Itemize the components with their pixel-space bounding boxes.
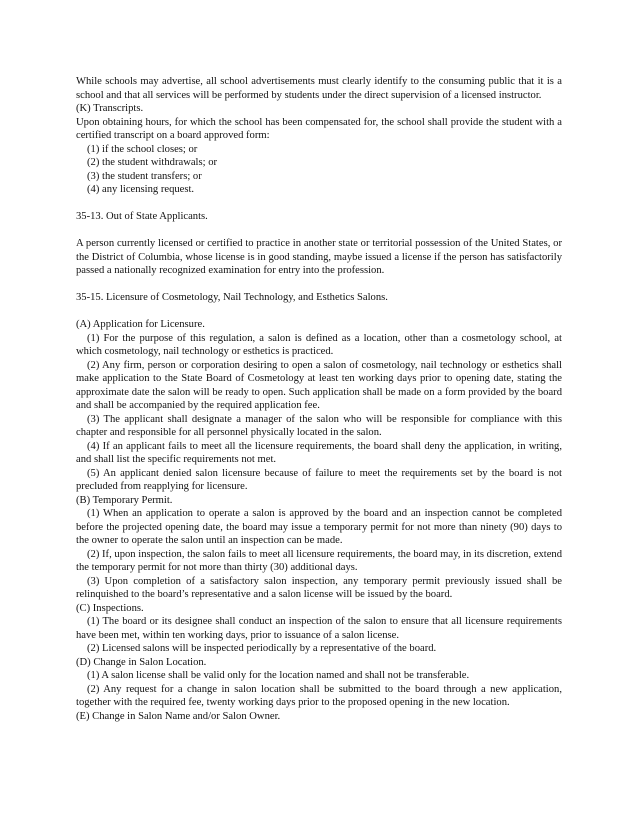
heading-change-name-owner: (E) Change in Salon Name and/or Salon Owner. bbox=[76, 710, 281, 722]
heading-temporary-permit: (B) Temporary Permit. bbox=[76, 494, 173, 506]
inspection-item: (1) The board or its designee shall conduct an inspection of the salon to ensure that all licensure requirements have been met, within ten working days, prior to issuance of a salon license. bbox=[76, 616, 562, 641]
location-item: (2) Any request for a change in salon location shall be submitted to the board through a new application, together with the required fee, twenty working days prior to the proposed opening in the new location. bbox=[76, 683, 562, 708]
permit-item: (2) If, upon inspection, the salon fails to meet all licensure requirements, the board may, in its discretion, extend the temporary permit for not more than thirty (30) additional days. bbox=[76, 548, 562, 573]
heading-transcripts: (K) Transcripts. bbox=[76, 103, 144, 114]
transcript-item: (2) the student withdrawals; or bbox=[87, 157, 218, 168]
transcript-item: (4) any licensing request. bbox=[87, 184, 195, 195]
heading-change-location: (D) Change in Salon Location. bbox=[76, 656, 207, 668]
permit-item: (1) When an application to operate a salon is approved by the board and an inspection cannot be completed before the projected opening date, the board may issue a temporary permit for not more than ninety (90) days to the owner to operate the salon until an inspection can be made. bbox=[76, 508, 562, 546]
heading-application: (A) Application for Licensure. bbox=[76, 319, 205, 330]
application-item: (1) For the purpose of this regulation, a salon is defined as a location, other than a cosmetology school, at which cosmetology, nail technology or esthetics is practiced. bbox=[76, 332, 562, 357]
paragraph-transcripts: Upon obtaining hours, for which the school has been compensated for, the school shall provide the student with a certified transcript on a board approved form: bbox=[76, 116, 562, 141]
application-item: (4) If an applicant fails to meet all the licensure requirements, the board shall deny the application, in writing, and shall list the specific requirements not met. bbox=[76, 440, 562, 465]
paragraph-out-of-state: A person currently licensed or certified to practice in another state or territorial possession of the United States, or the District of Columbia, whose license is in good standing, maybe issued a license if the person has satisfactorily passed a nationally recognized examination for entry into the profession. bbox=[76, 238, 562, 276]
section-heading-35-13: 35-13. Out of State Applicants. bbox=[76, 211, 208, 222]
location-item: (1) A salon license shall be valid only for the location named and shall not be transferable. bbox=[87, 670, 470, 681]
paragraph-advertising: While schools may advertise, all school advertisements must clearly identify to the consuming public that it is a school and that all services will be performed by students under the direct supervision of a licensed instructor. bbox=[76, 76, 562, 101]
heading-inspections: (C) Inspections. bbox=[76, 602, 144, 614]
application-item: (2) Any firm, person or corporation desiring to open a salon of cosmetology, nail technology or esthetics shall make application to the State Board of Cosmetology at least ten working days prior to opening date, stating the approximate date the salon will be ready to open. Such application shall be made on a form provided by the board and shall be accompanied by the required application fee. bbox=[76, 359, 562, 411]
permit-item: (3) Upon completion of a satisfactory salon inspection, any temporary permit previously issued shall be relinquished to the board’s representative and a salon license will be issued by the board. bbox=[76, 575, 562, 600]
inspection-item: (2) Licensed salons will be inspected periodically by a representative of the board. bbox=[87, 643, 437, 654]
application-item: (5) An applicant denied salon licensure because of failure to meet the requirements set by the board is not precluded from reapplying for licensure. bbox=[76, 467, 562, 492]
transcript-item: (1) if the school closes; or bbox=[87, 143, 198, 155]
application-item: (3) The applicant shall designate a manager of the salon who will be responsible for compliance with this chapter and responsible for all personnel physically located in the salon. bbox=[76, 413, 562, 438]
section-heading-35-15: 35-15. Licensure of Cosmetology, Nail Technology, and Esthetics Salons. bbox=[76, 292, 388, 303]
transcript-item: (3) the student transfers; or bbox=[87, 170, 202, 182]
